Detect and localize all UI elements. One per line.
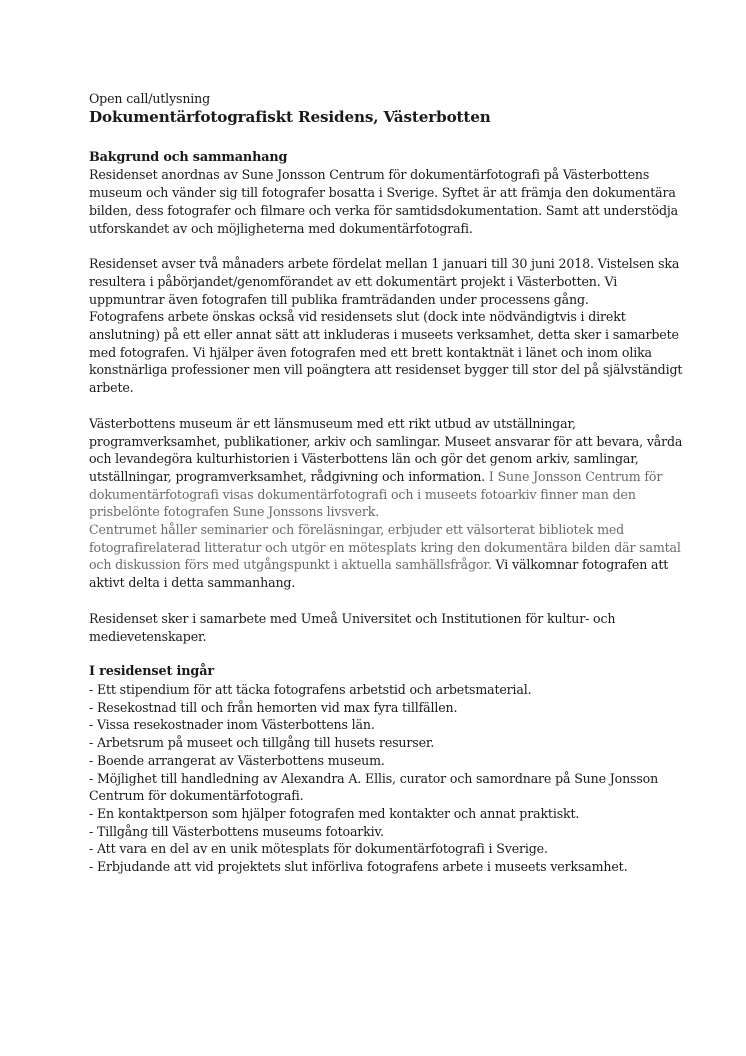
list-item: - Möjlighet till handledning av Alexandra A. Ellis, curator och samordnare på Sune Jonsson Centrum för dokumentärfotografi. xyxy=(89,770,659,804)
collaboration-paragraph: Residenset sker i samarbete med Umeå Universitet och Institutionen för kultur- och medievetenskaper. xyxy=(89,610,616,644)
list-item: - Erbjudande att vid projektets slut införliva fotografens arbete i museets verksamhet. xyxy=(89,859,628,875)
list-item: - Tillgång till Västerbottens museums fotoarkiv. xyxy=(89,823,384,839)
list-item: - Arbetsrum på museet och tillgång till husets resurser. xyxy=(89,735,435,751)
document-title: Dokumentärfotografiskt Residens, Västerbotten xyxy=(89,107,491,126)
list-item: - En kontaktperson som hjälper fotografen med kontakter och annat praktiskt. xyxy=(89,805,580,821)
includes-list xyxy=(89,681,686,876)
list-item: - Ett stipendium för att täcka fotografens arbetstid och arbetsmaterial. xyxy=(89,681,532,697)
museum-paragraph-centre: I Sune Jonsson Centrum för dokumentärfotografi visas dokumentärfotografi och i museets fotoarkiv finner man den prisbelönte fotografen Sune Jonssons livsverk. xyxy=(89,468,663,520)
list-item: - Boende arrangerat av Västerbottens museum. xyxy=(89,752,385,768)
museum-paragraph-centre-activities: Centrumet håller seminarier och föreläsningar, erbjuder ett välsorterat bibliotek med fotografirelaterad litteratur och utgör en mötesplats kring den dokumentära bilden där samtal och diskussion förs med utgångspunkt i aktuella samhällsfrågor. xyxy=(89,522,681,573)
document-kicker: Open call/utlysning xyxy=(89,91,211,106)
background-heading: Bakgrund och sammanhang xyxy=(89,149,288,165)
museum-paragraph xyxy=(89,415,686,592)
list-item: - Resekostnad till och från hemorten vid max fyra tillfällen. xyxy=(89,699,458,715)
background-paragraph-3: Fotografens arbete önskas också vid residensets slut (dock inte nödvändigtvis i direkt anslutning) på ett eller annat sätt att inkluderas i museets verksamhet, detta sker i samarbete med fotografen. Vi hjälper även fotografen med ett brett kontaktnät i länet och inom olika konstnärliga professioner men vill poängtera att residenset bygger till stor del på självständigt arbete. xyxy=(89,309,683,396)
includes-heading: I residenset ingår xyxy=(89,664,214,680)
list-item: - Vissa resekostnader inom Västerbottens län. xyxy=(89,717,375,733)
background-paragraph-2: Residenset avser två månaders arbete fördelat mellan 1 januari till 30 juni 2018. Vistelsen ska resultera i påbörjandet/genomförandet av ett dokumentärt projekt i Västerbotten. Vi uppmuntrar även fotografen till publika framträdanden under processens gång. xyxy=(89,256,680,307)
list-item: - Att vara en del av en unik mötesplats för dokumentärfotografi i Sverige. xyxy=(89,841,548,857)
background-paragraph-1: Residenset anordnas av Sune Jonsson Centrum för dokumentärfotografi på Västerbottens museum och vänder sig till fotografer bosatta i Sverige. Syftet är att främja den dokumentära bilden, dess fotografer och filmare och verka för samtidsdokumentation. Samt att understödja utforskandet av och möjligheterna med dokumentärfotografi. xyxy=(89,167,679,236)
museum-paragraph-main: Västerbottens museum är ett länsmuseum med ett rikt utbud av utställningar, programverksamhet, publikationer, arkiv och samlingar. Museet ansvarar för att bevara, vårda och levandegöra kulturhistorien i Västerbottens län och gör det genom arkiv, samlingar, utställningar, programverksamhet, rådgivning och information. xyxy=(89,415,683,484)
museum-paragraph-welcome: Vi välkomnar fotografen att aktivt delta i detta sammanhang. xyxy=(89,557,669,591)
